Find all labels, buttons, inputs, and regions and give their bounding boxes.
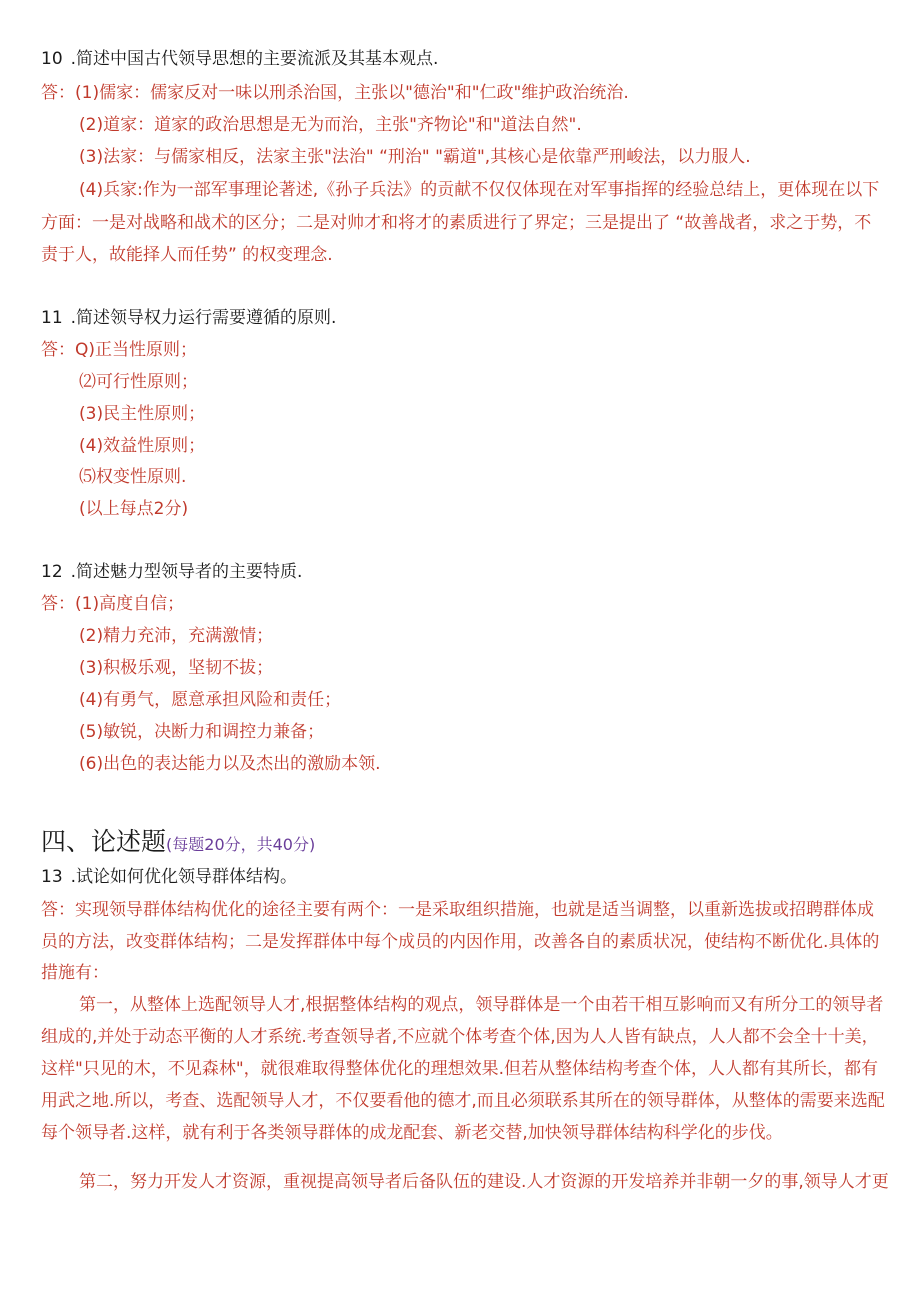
question-number: 13 [41,867,63,887]
answer-line: (6)出色的表达能力以及杰出的激励本领. [79,754,381,774]
question-13 [41,867,297,887]
answer-line: 措施有： [41,963,109,983]
section-title: 四、论述题 [41,827,167,856]
question-text: .简述中国古代领导思想的主要流派及其基本观点. [70,49,439,69]
answer-line: 这样"只见的木，不见森林"，就很难取得整体优化的理想效果.但若从整体结构考查个体，人人都有其所长，都有 [41,1059,879,1079]
answer-line: (5)敏锐，决断力和调控力兼备； [79,722,325,742]
answer-line: (以上每点2分) [79,499,189,519]
answer-line: (3)民主性原则； [79,404,206,424]
answer-line: (2)道家：道家的政治思想是无为而治，主张"齐物论"和"道法自然". [79,115,582,135]
answer-line: (4)有勇气，愿意承担风险和责任； [79,690,342,710]
answer-line: 答：Q)正当性原则； [41,340,198,360]
answer-line: 答：(1)高度自信； [41,594,185,614]
answer-line: 员的方法，改变群体结构；二是发挥群体中每个成员的内因作用，改善各自的素质状况，使结构不断优化.具体的 [41,932,880,952]
answer-line: 组成的,并处于动态平衡的人才系统.考查领导者,不应就个体考查个体,因为人人皆有缺点，人人都不会全十十美， [41,1027,879,1047]
question-text: .试论如何优化领导群体结构。 [70,867,298,887]
question-text: .简述领导权力运行需要遵循的原则. [70,308,337,328]
answer-line: 责于人，故能择人而任势” 的权变理念. [41,245,333,265]
answer-line: (4)兵家:作为一部军事理论著述,《孙子兵法》的贡献不仅仅体现在对军事指挥的经验总结上，更体现在以下 [79,180,880,200]
question-number: 10 [41,49,63,69]
answer-line: (3)法家：与儒家相反，法家主张"法治" “刑治" "霸道",其核心是依靠严刑峻法，以力服人. [79,147,751,167]
answer-line: 答：实现领导群体结构优化的途径主要有两个：一是采取组织措施，也就是适当调整，以重新选拔或招聘群体成 [41,900,874,920]
question-number: 11 [41,308,63,328]
answer-line: 方面：一是对战略和战术的区分；二是对帅才和将才的素质进行了界定；三是提出了 “故善战者，求之于势，不 [41,213,872,233]
section-heading [41,827,315,857]
answer-line: (3)积极乐观，坚韧不拔； [79,658,274,678]
answer-line: (4)效益性原则； [79,436,206,456]
answer-line: ⑸权变性原则. [79,467,187,487]
answer-line: 答：(1)儒家：儒家反对一味以刑杀治国，主张以"德治"和"仁政"维护政治统治. [41,83,629,103]
question-10 [41,49,438,69]
answer-line: ⑵可行性原则； [79,372,198,392]
answer-line: (2)精力充沛，充满激情； [79,626,274,646]
question-number: 12 [41,562,63,582]
question-text: .简述魅力型领导者的主要特质. [70,562,303,582]
answer-line: 每个领导者.这样，就有利于各类领导群体的成龙配套、新老交替,加快领导群体结构科学化的步伐。 [41,1123,783,1143]
question-11 [41,308,336,328]
section-score-note: (每题20分，共40分) [166,835,316,854]
answer-line: 第一，从整体上选配领导人才,根据整体结构的观点，领导群体是一个由若干相互影响而又有所分工的领导者 [79,995,884,1015]
answer-line: 用武之地.所以，考查、选配领导人才，不仅要看他的德才,而且必须联系其所在的领导群体，从整体的需要来选配 [41,1091,885,1111]
answer-line: 第二，努力开发人才资源，重视提高领导者后备队伍的建设.人才资源的开发培养并非朝一夕的事,领导人才更 [79,1172,889,1192]
question-12 [41,562,302,582]
